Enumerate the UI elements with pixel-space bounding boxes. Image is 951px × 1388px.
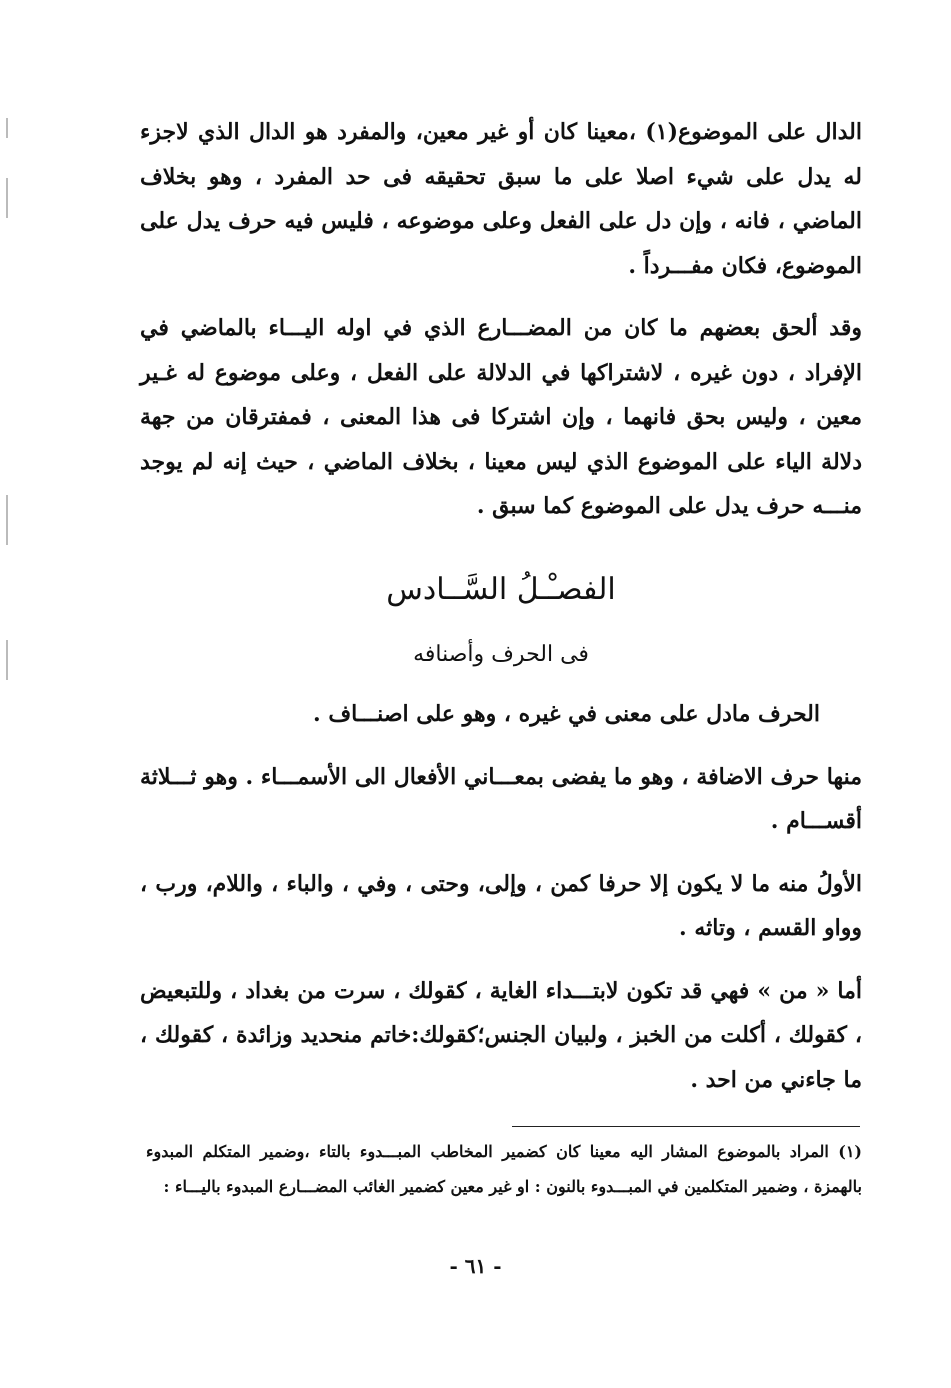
chapter-subtitle: فى الحرف وأصنافه xyxy=(413,642,589,667)
footnote: (١) المراد بالموضوع المشار اليه معينا كان كضمير المخاطب المبـــدوء بالتاء ،وضمير المتكلم المبدوء بالهمزة ، وضمير المتكلمين في المبـــدوء بالنون : او غير معين كضمير الغائب المضـــارع المبدوء باليـــاء : xyxy=(146,1142,862,1196)
paragraph: الدال على الموضوع(١) ،معينا كان أو غير معين، والمفرد هو الدال الذي لاجزء له يدل على شيء اصلا على ما سبق تحقيقه فى حد المفرد ، وهو بخلاف الماضي ، فانه ، وإن دل على الفعل وعلى موضوعه ، فليس فيه حرف يدل على الموضوع، فكان مفـــرداً . xyxy=(140,119,862,279)
paragraph: وقد ألحق بعضهم ما كان من المضـــارع الذي في اوله اليـــاء بالماضي في الإفراد ، دون غيره ، لاشتراكها في الدلالة على الفعل ، وعلى موضوع له غـير معين ، وليس بحق فانهما ، وإن اشتركا فى هذا المعنى ، فمفترقان من جهة دلالة الياء على الموضوع الذي ليس معينا ، بخلاف الماضي ، حيث إنه لم يوجد منـــه حرف يدل على الموضوع كما سبق . xyxy=(140,315,862,519)
footnote-separator xyxy=(512,1126,860,1127)
scan-edge-mark xyxy=(6,178,8,218)
paragraph: أما « من » فهي قد تكون لابتـــداء الغاية ، كقولك ، سرت من بغداد ، وللتبعيض ، كقولك ، أكلت من الخبز ، ولبيان الجنس؛كقولك:خاتم منحديد وزائدة ، كقولك ، ما جاءني من احد . xyxy=(140,977,862,1093)
page-number: - ٦١ - xyxy=(449,1254,502,1278)
body-text-bottom xyxy=(140,692,862,1102)
paragraph: الحرف مادل على معنى في غيره ، وهو على اصنـــاف . xyxy=(313,701,820,727)
scan-edge-mark xyxy=(6,640,8,680)
scan-edge-mark xyxy=(6,495,8,545)
paragraph: منها حرف الاضافة ، وهو ما يفضى بمعـــاني الأفعال الى الأسمـــاء . وهو ثـــلاثة أقســـام . xyxy=(140,763,862,834)
chapter-title: الفصـْـلُ السَّــادس xyxy=(386,572,616,607)
scan-edge-mark xyxy=(6,118,8,138)
paragraph: الأولُ منه ما لا يكون إلا حرفا كمن ، وإلى، وحتى ، وفي ، والباء ، واللام، ورب ، وواو القسم ، وتاثه . xyxy=(140,870,862,941)
body-text-top xyxy=(140,110,862,529)
